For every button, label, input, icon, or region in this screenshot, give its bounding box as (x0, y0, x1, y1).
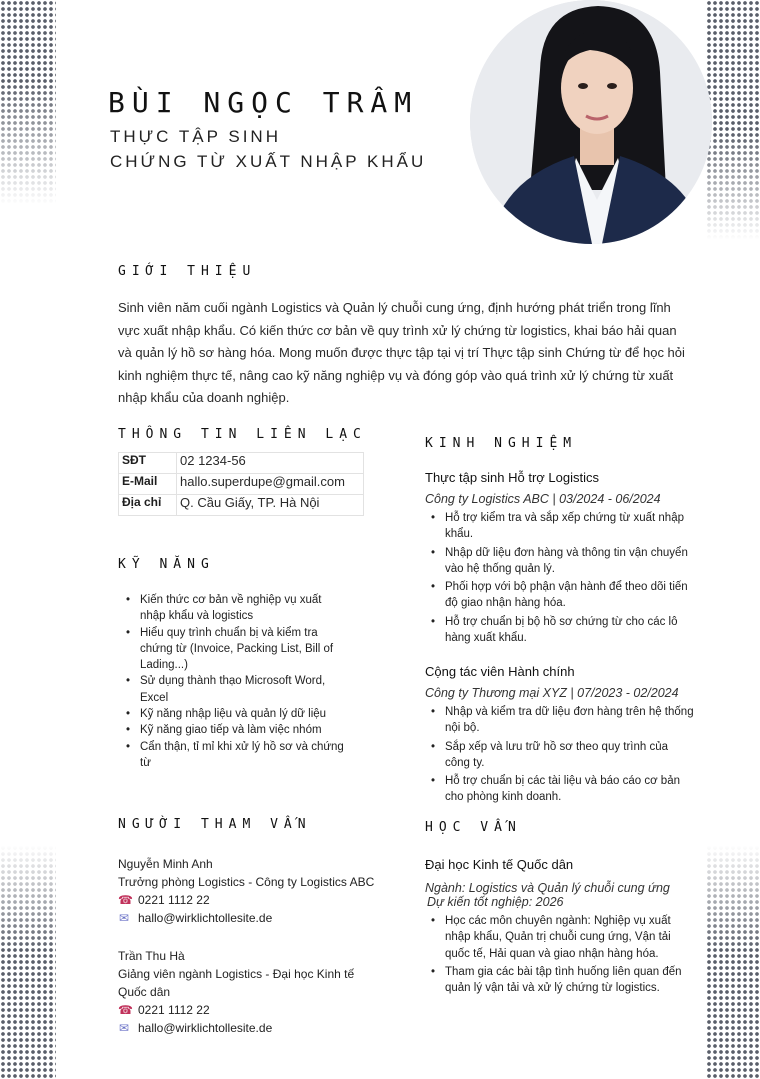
contact-row-phone (119, 453, 364, 474)
reference-title: Giảng viên ngành Logistics - Đại học Kinh tế Quốc dân (118, 967, 355, 999)
list-item: • Hỗ trợ kiểm tra và sắp xếp chứng từ xuất nhập khẩu. (425, 510, 695, 543)
education-graduation: Dự kiến tốt nghiệp: 2026 (427, 895, 564, 909)
contact-address-value: Q. Cầu Giấy, TP. Hà Nội (177, 495, 364, 516)
contact-label: Địa chỉ (119, 495, 177, 516)
contact-email-value: hallo.superdupe@gmail.com (177, 474, 364, 495)
education-heading: HỌC VẤN (425, 820, 522, 835)
education-major: Ngành: Logistics và Quản lý chuỗi cung ứng (425, 881, 670, 895)
contact-row-email (119, 474, 364, 495)
list-item: • Nhập dữ liệu đơn hàng và thông tin vận chuyển vào hệ thống quản lý. (425, 545, 695, 578)
phone-icon: ☎ (118, 1003, 133, 1017)
list-item: • Nhập và kiểm tra dữ liệu đơn hàng trên hệ thống nội bộ. (425, 704, 695, 737)
job-bullets (425, 510, 695, 646)
reference-email[interactable]: hallo@wirklichtollesite.de (138, 911, 273, 925)
about-heading: GIỚI THIỆU (118, 264, 257, 279)
job-company: Công ty Logistics ABC | 03/2024 - 06/2024 (425, 492, 661, 506)
reference-2 (118, 947, 388, 1037)
reference-phone: 0221 1112 22 (138, 1003, 210, 1017)
job-1 (425, 470, 695, 648)
decorative-dots-bottom-right (706, 845, 760, 1079)
job-title: Thực tập sinh Hỗ trợ Logistics (425, 470, 600, 485)
list-item: • Kỹ năng giao tiếp và làm việc nhóm (120, 722, 350, 738)
contact-label: E-Mail (119, 474, 177, 495)
contact-row-address (119, 495, 364, 516)
decorative-dots-top-right (706, 0, 760, 240)
skills-list (120, 592, 350, 771)
email-icon: ✉ (118, 1021, 130, 1035)
list-item: • Học các môn chuyên ngành: Nghiệp vụ xuất nhập khẩu, Quản trị chuỗi cung ứng, Vận tải quốc tế, Hải quan và giao nhận hàng hóa. (425, 913, 695, 962)
list-item: • Hỗ trợ chuẩn bị bộ hồ sơ chứng từ cho các lô hàng xuất khẩu. (425, 614, 695, 647)
education-bullets (425, 913, 695, 996)
reference-email[interactable]: hallo@wirklichtollesite.de (138, 1021, 273, 1035)
contact-phone-value: 02 1234-56 (177, 453, 364, 474)
list-item: • Sử dụng thành thạo Microsoft Word, Excel (120, 673, 350, 706)
reference-phone: 0221 1112 22 (138, 893, 210, 907)
list-item: • Tham gia các bài tập tình huống liên quan đến quản lý vận tải và xử lý chứng từ logistics. (425, 964, 695, 997)
contact-label: SĐT (119, 453, 177, 474)
references-heading: NGƯỜI THAM VẤN (118, 817, 312, 832)
about-text: Sinh viên năm cuối ngành Logistics và Quản lý chuỗi cung ứng, định hướng phát triển trong lĩnh vực xuất nhập khẩu. Có kiến thức cơ bản về quy trình xử lý chứng từ logistics, khai báo hải quan và quản lý hồ sơ hàng hóa. Mong muốn được thực tập tại vị trí Thực tập sinh Chứng từ để học hỏi kinh nghiệm thực tế, nâng cao kỹ năng nghiệp vụ và đóng góp vào quá trình xử lý chứng từ xuất nhập khẩu của doanh nghiệp. (118, 300, 685, 405)
school-name: Đại học Kinh tế Quốc dân (425, 857, 574, 872)
list-item: • Phối hợp với bộ phận vận hành để theo dõi tiến độ giao nhận hàng hóa. (425, 579, 695, 612)
reference-1 (118, 855, 388, 927)
reference-name: Trần Thu Hà (118, 949, 185, 963)
candidate-name: BÙI NGỌC TRÂM (108, 86, 419, 119)
phone-icon: ☎ (118, 893, 133, 907)
decorative-dots-bottom-left (0, 845, 56, 1079)
reference-name: Nguyễn Minh Anh (118, 857, 213, 871)
job-company: Công ty Thương mại XYZ | 07/2023 - 02/2024 (425, 686, 679, 700)
experience-heading: KINH NGHIỆM (425, 436, 578, 451)
job-title: Cộng tác viên Hành chính (425, 664, 575, 679)
reference-title: Trưởng phòng Logistics - Công ty Logistics ABC (118, 875, 375, 889)
list-item: • Hiểu quy trình chuẩn bị và kiểm tra chứng từ (Invoice, Packing List, Bill of Lading...) (120, 625, 350, 674)
job-2 (425, 664, 695, 808)
education-entry (425, 857, 695, 998)
job-title-line1: THỰC TẬP SINH (110, 127, 281, 146)
list-item: • Kỹ năng nhập liệu và quản lý dữ liệu (120, 706, 350, 722)
contact-heading: THÔNG TIN LIÊN LẠC (118, 427, 367, 442)
list-item: • Hỗ trợ chuẩn bị các tài liệu và báo cáo cơ bản cho phòng kinh doanh. (425, 773, 695, 806)
skills-heading: KỸ NĂNG (118, 557, 215, 572)
profile-photo (470, 0, 712, 244)
job-title-line2: CHỨNG TỪ XUẤT NHẬP KHẨU (110, 152, 427, 171)
list-item: • Kiến thức cơ bản về nghiệp vụ xuất nhập khẩu và logistics (120, 592, 350, 625)
decorative-dots-top-left (0, 0, 56, 205)
job-bullets (425, 704, 695, 806)
list-item: • Sắp xếp và lưu trữ hồ sơ theo quy trình của công ty. (425, 739, 695, 772)
email-icon: ✉ (118, 911, 130, 925)
contact-table (118, 452, 364, 516)
list-item: • Cẩn thận, tỉ mỉ khi xử lý hồ sơ và chứng từ (120, 739, 350, 772)
